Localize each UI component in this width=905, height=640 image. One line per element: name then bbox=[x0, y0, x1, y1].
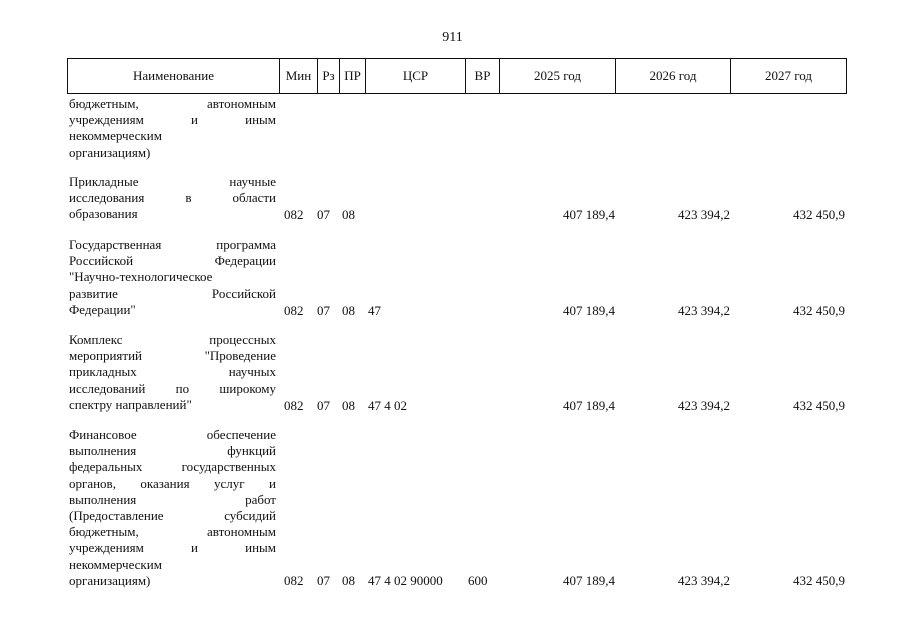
row-name-line: (Предоставление субсидий bbox=[69, 508, 276, 524]
header-name: Наименование bbox=[68, 59, 280, 93]
row-name-line: Комплекс процессных bbox=[69, 332, 276, 347]
cell-pr: 08 bbox=[342, 303, 355, 318]
cell-2027: 432 450,9 bbox=[793, 573, 845, 588]
row-name bbox=[69, 174, 276, 223]
cell-min: 082 bbox=[284, 573, 304, 588]
row-name-line: Государственная программа bbox=[69, 237, 276, 252]
cell-csr: 47 4 02 bbox=[368, 398, 407, 413]
row-name-line: учреждениям и иным bbox=[69, 112, 276, 128]
row-name bbox=[69, 237, 276, 318]
header-rz: Рз bbox=[318, 59, 340, 93]
cell-csr: 47 bbox=[368, 303, 381, 318]
header-min: Мин bbox=[280, 59, 318, 93]
cell-2027: 432 450,9 bbox=[793, 207, 845, 222]
row-name-line: организациям) bbox=[69, 144, 151, 160]
cell-2026: 423 394,2 bbox=[678, 303, 730, 318]
cell-2025: 407 189,4 bbox=[563, 303, 615, 318]
row-name-line: выполнения функций bbox=[69, 443, 276, 459]
row-name-line: исследования в области bbox=[69, 190, 276, 206]
row-name-line: Финансовое обеспечение bbox=[69, 427, 276, 442]
row-name-line: органов, оказания услуг и bbox=[69, 475, 276, 491]
row-name-line: мероприятий "Проведение bbox=[69, 348, 276, 364]
cell-min: 082 bbox=[284, 398, 304, 413]
cell-2027: 432 450,9 bbox=[793, 303, 845, 318]
row-name-line: некоммерческим bbox=[69, 556, 162, 572]
page-number: 911 bbox=[442, 30, 463, 45]
row-name-line: бюджетным, автономным bbox=[69, 96, 276, 111]
row-name-line: исследований по широкому bbox=[69, 380, 276, 396]
row-name-line: развитие Российской bbox=[69, 285, 276, 301]
row-name-line: Федерации" bbox=[69, 301, 136, 317]
cell-2025: 407 189,4 bbox=[563, 573, 615, 588]
cell-rz: 07 bbox=[317, 207, 330, 222]
row-name-line: бюджетным, автономным bbox=[69, 524, 276, 540]
row-name-line: прикладных научных bbox=[69, 364, 276, 380]
header-2025: 2025 год bbox=[500, 59, 616, 93]
row-name-line: организациям) bbox=[69, 572, 151, 588]
cell-rz: 07 bbox=[317, 573, 330, 588]
row-name-line: некоммерческим bbox=[69, 128, 162, 144]
cell-2025: 407 189,4 bbox=[563, 207, 615, 222]
row-name bbox=[69, 332, 276, 413]
header-2026: 2026 год bbox=[616, 59, 731, 93]
cell-rz: 07 bbox=[317, 398, 330, 413]
row-name-line: Российской Федерации bbox=[69, 253, 276, 269]
header-vr: ВР bbox=[466, 59, 500, 93]
cell-2027: 432 450,9 bbox=[793, 398, 845, 413]
row-name-line: федеральных государственных bbox=[69, 459, 276, 475]
cell-min: 082 bbox=[284, 303, 304, 318]
row-name-line: образования bbox=[69, 206, 138, 222]
cell-pr: 08 bbox=[342, 207, 355, 222]
row-name-line: выполнения работ bbox=[69, 491, 276, 507]
cell-rz: 07 bbox=[317, 303, 330, 318]
cell-2026: 423 394,2 bbox=[678, 398, 730, 413]
cell-2026: 423 394,2 bbox=[678, 207, 730, 222]
header-csr: ЦСР bbox=[366, 59, 466, 93]
header-pr: ПР bbox=[340, 59, 366, 93]
cell-pr: 08 bbox=[342, 398, 355, 413]
header-2027: 2027 год bbox=[765, 68, 812, 83]
cell-vr: 600 bbox=[468, 573, 488, 588]
table-header bbox=[67, 58, 847, 94]
cell-min: 082 bbox=[284, 207, 304, 222]
cell-2026: 423 394,2 bbox=[678, 573, 730, 588]
row-name-line: учреждениям и иным bbox=[69, 540, 276, 556]
row-name-line: "Научно-технологическое bbox=[69, 269, 213, 285]
cell-csr: 47 4 02 90000 bbox=[368, 573, 443, 588]
cell-2025: 407 189,4 bbox=[563, 398, 615, 413]
row-name bbox=[69, 96, 276, 161]
row-name-line: спектру направлений" bbox=[69, 396, 192, 412]
cell-pr: 08 bbox=[342, 573, 355, 588]
row-name-line: Прикладные научные bbox=[69, 174, 276, 189]
row-name bbox=[69, 427, 276, 589]
